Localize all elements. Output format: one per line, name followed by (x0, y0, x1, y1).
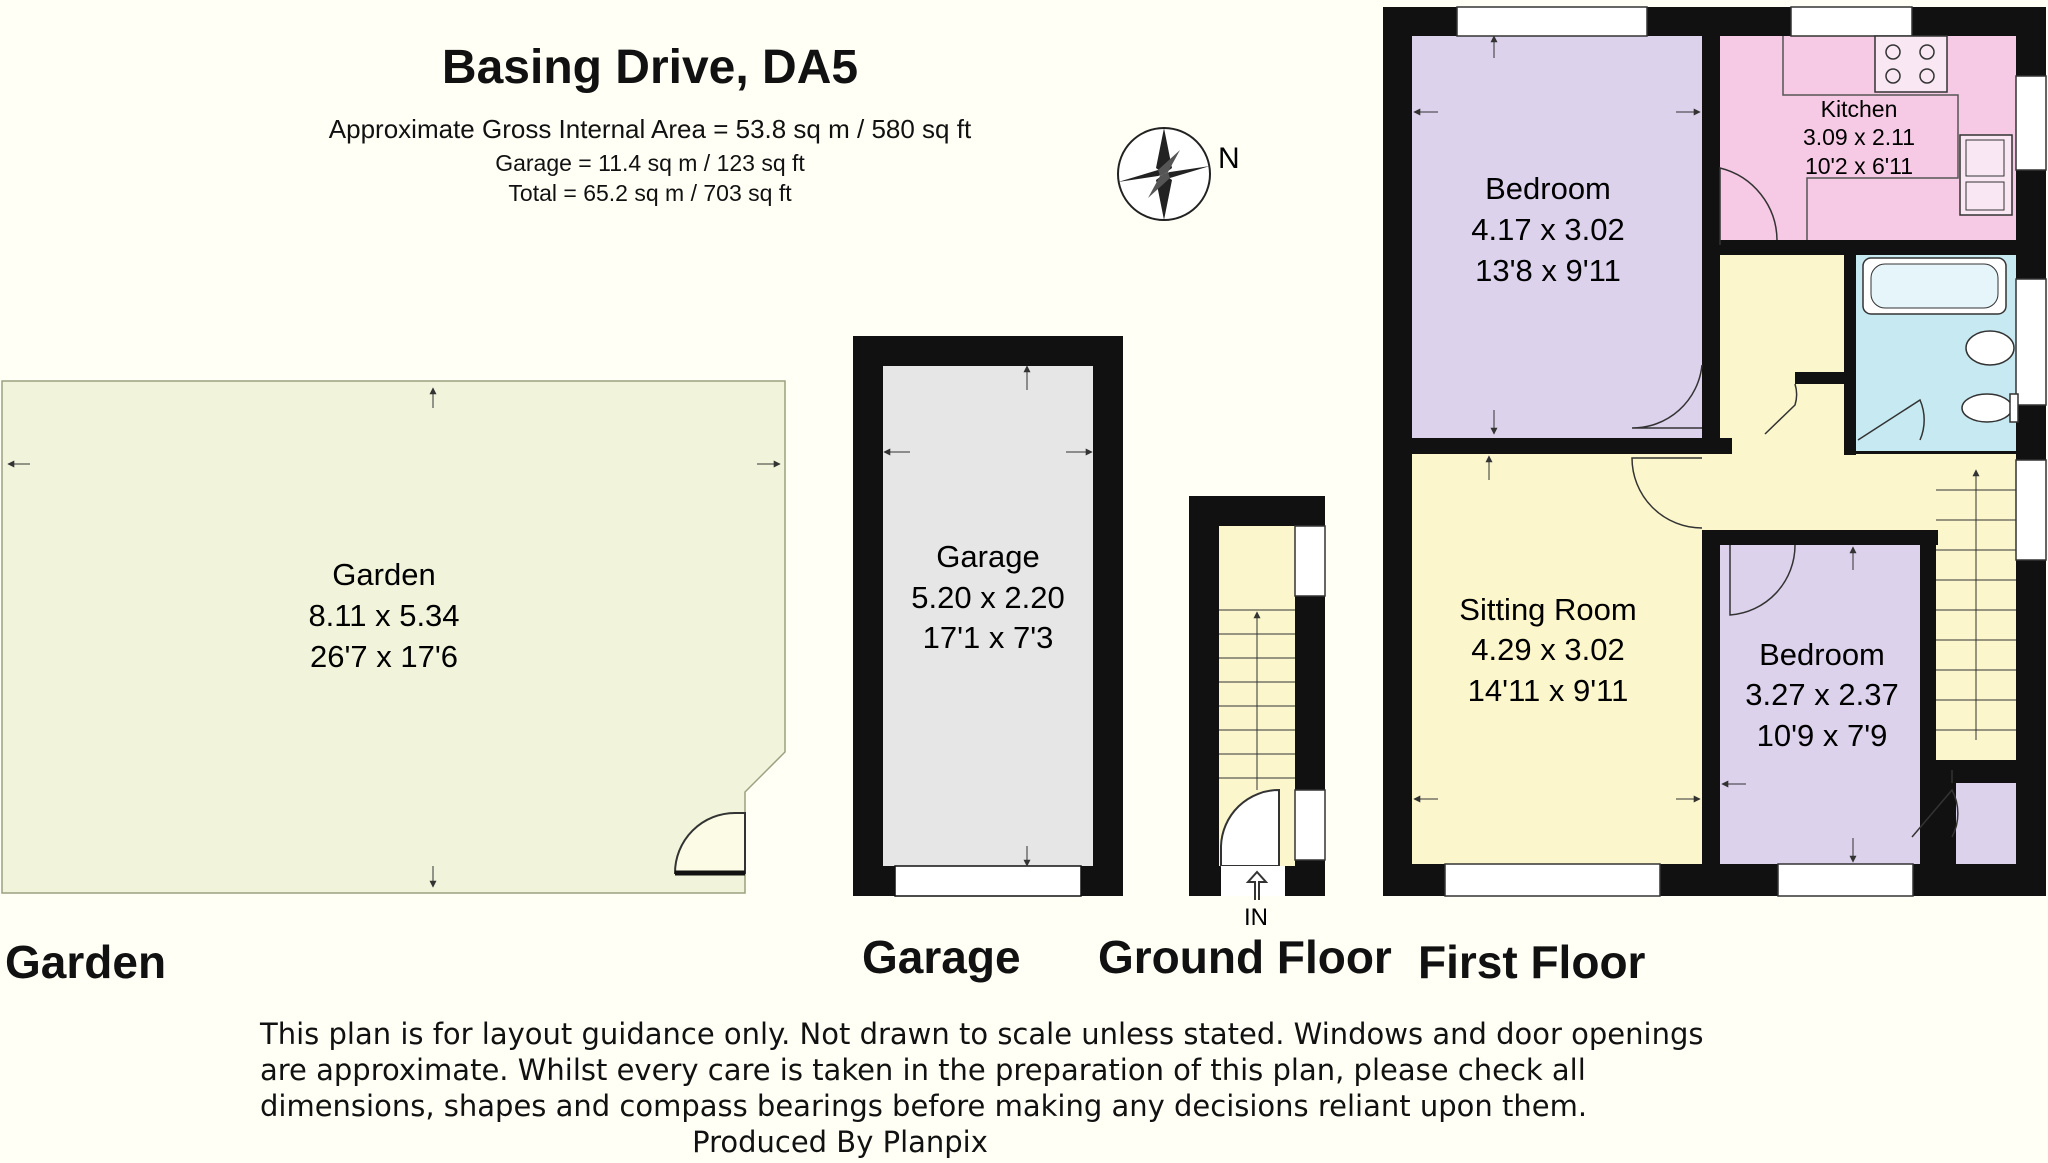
total-area-text: Total = 65.2 sq m / 703 sq ft (508, 180, 792, 206)
garage-room (853, 336, 1123, 896)
garden-area (2, 381, 785, 893)
sitting-room-metric: 4.29 x 3.02 (1471, 632, 1625, 667)
section-label-ground-floor: Ground Floor (1098, 931, 1392, 983)
sitting-room-imperial: 14'11 x 9'11 (1467, 673, 1629, 708)
section-label-garden: Garden (5, 936, 167, 988)
gross-area-text: Approximate Gross Internal Area = 53.8 sq m / 580 sq ft (328, 114, 972, 144)
bedroom-2-name: Bedroom (1759, 637, 1885, 672)
section-label-first-floor: First Floor (1418, 936, 1646, 988)
landing (1720, 255, 1844, 455)
compass-rose-icon (1118, 128, 1240, 220)
bedroom-1-imperial: 13'8 x 9'11 (1475, 253, 1621, 288)
bedroom-2-metric: 3.27 x 2.37 (1745, 677, 1899, 712)
basin-icon (1966, 331, 2014, 365)
toilet-icon (1962, 394, 2012, 422)
disclaimer-line-2: are approximate. Whilst every care is taken in the preparation of this plan, please check all (260, 1053, 1586, 1087)
disclaimer-line-3: dimensions, shapes and compass bearings before making any decisions reliant upon them. (260, 1089, 1588, 1123)
entrance-label: IN (1244, 904, 1268, 931)
garden-imperial: 26'7 x 17'6 (309, 639, 459, 674)
disclaimer (260, 1016, 1704, 1160)
hob-icon (1875, 36, 1947, 92)
compass-north-label: N (1218, 142, 1240, 175)
kitchen-imperial: 10'2 x 6'11 (1804, 153, 1914, 179)
garage-room-name: Garage (936, 539, 1040, 574)
bedroom-1-metric: 4.17 x 3.02 (1471, 212, 1625, 247)
disclaimer-line-1: This plan is for layout guidance only. Not drawn to scale unless stated. Windows and door openings (260, 1017, 1704, 1051)
producer-credit: Produced By Planpix (692, 1125, 988, 1159)
bedroom-1-name: Bedroom (1485, 171, 1611, 206)
plan-title: Basing Drive, DA5 (441, 41, 859, 94)
garage-imperial: 17'1 x 7'3 (922, 620, 1054, 655)
section-label-garage: Garage (862, 931, 1021, 983)
garage-area-text: Garage = 11.4 sq m / 123 sq ft (495, 150, 805, 176)
bedroom-2-imperial: 10'9 x 7'9 (1756, 718, 1888, 753)
cupboard (1952, 783, 2016, 864)
garden-metric: 8.11 x 5.34 (308, 598, 460, 633)
kitchen-name: Kitchen (1820, 96, 1898, 122)
ground-floor-stairwell (1189, 496, 1325, 931)
garden-room-name: Garden (332, 557, 436, 592)
garage-metric: 5.20 x 2.20 (911, 580, 1065, 615)
sitting-room-name: Sitting Room (1459, 592, 1637, 627)
kitchen-metric: 3.09 x 2.11 (1802, 124, 1916, 150)
first-floor (1383, 7, 2046, 896)
